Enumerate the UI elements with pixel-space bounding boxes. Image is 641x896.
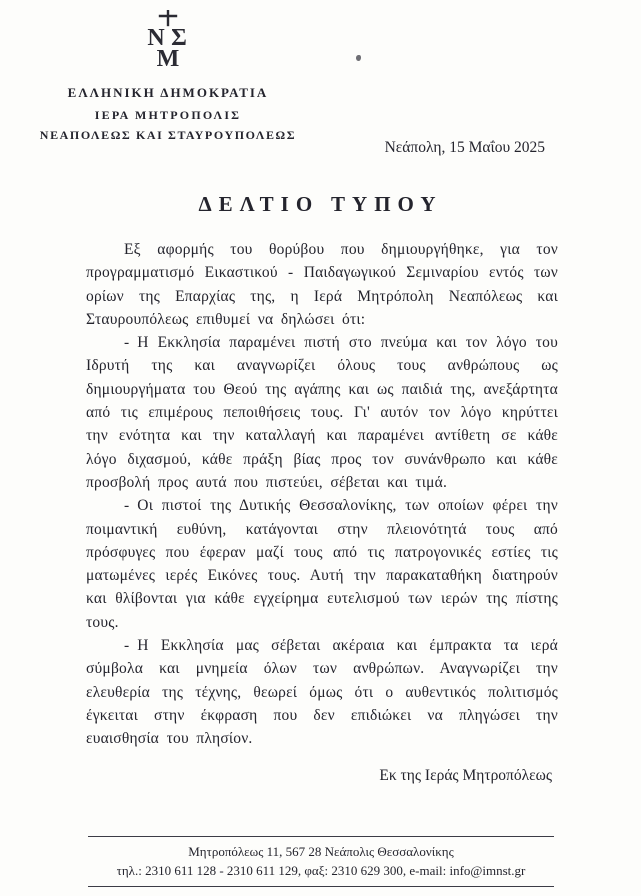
letterfoot (88, 836, 554, 887)
signature-line: Εκ της Ιεράς Μητροπόλεως (379, 766, 552, 784)
document-body (86, 238, 558, 785)
letterhead-republic: ΕΛΛΗΝΙΚΗ ΔΗΜΟΚΡΑΤΙΑ (67, 85, 269, 100)
scan-artifact (356, 55, 361, 61)
metropolis-emblem-icon (142, 10, 194, 73)
paragraph-bullet-1: - Η Εκκλησία παραμένει πιστή στο πνεύμα και τον λόγο του Ιδρυτή της και αναγνωρίζει όλους τους ανθρώπους ως δημιουργήματα του Θεού της αγάπης και ως παιδιά της, ανεξάρτητα από τις επιμέρους πεποιθήσεις τους. Γι' αυτόν τον λόγο κηρύττει την ενότητα και την καταλλαγή και παραμένει αντίθετη σε κάθε λόγο διχασμού, κάθε πράξη βίας προς τον συνάνθρωπο και κάθε προσβολή προς αυτά που πιστεύει, σέβεται και τιμά. (86, 334, 558, 491)
document-title: ΔΕΛΤΙΟ ΤΥΠΟΥ (198, 192, 443, 216)
letterhead-region: ΝΕΑΠΟΛΕΩΣ ΚΑΙ ΣΤΑΥΡΟΥΠΟΛΕΩΣ (39, 128, 297, 142)
svg-text:Μ: Μ (156, 46, 180, 68)
paragraph-intro: Εξ αφορμής του θορύβου που δημιουργήθηκε, για τον προγραμματισμό Εικαστικού - Παιδαγωγικού Σεμιναρίου εντός των ορίων της Επαρχίας της, η Ιερά Μητρόπολη Νεαπόλεως και Σταυρουπόλεως επιθυμεί να δηλώσει ότι: (86, 241, 558, 328)
dateline: Νεάπολη, 15 Μαΐου 2025 (384, 139, 545, 156)
paragraph-bullet-2: - Οι πιστοί της Δυτικής Θεσσαλονίκης, των οποίων φέρει την ποιμαντική ευθύνη, κατάγονται στην πλειονότητά τους από πρόσφυγες που έφεραν μαζί τους από τις πατρογονικές εστίες τις ματωμένες ιερές Εικόνες τους. Αυτή την παρακαταθήκη διατηρούν και θλίβονται για κάθε εγχείρημα ευτελισμού των ιερών της πίστης τους. (86, 497, 558, 631)
letterhead-metropolis: ΙΕΡΑ ΜΗΤΡΟΠΟΛΙΣ (94, 108, 242, 122)
svg-text:Σ: Σ (171, 25, 187, 51)
footer-address: Μητροπόλεως 11, 567 28 Νεάπολις Θεσσαλονίκης (188, 844, 454, 859)
footer-contact: τηλ.: 2310 611 128 - 2310 611 129, φαξ: 2310 629 300, e-mail: info@imnst.gr (116, 863, 526, 878)
paragraph-bullet-3: - Η Εκκλησία μας σέβεται ακέραια και έμπρακτα τα ιερά σύμβολα και μνημεία όλων των ανθρώπων. Αναγνωρίζει την ελευθερία της τέχνης, θεωρεί όμως ότι ο αυθεντικός πολιτισμός έγκειται στην έκφραση που δεν επιδιώκει να πληγώσει την ευαισθησία του πλησίον. (86, 637, 558, 748)
svg-text:Ν: Ν (147, 25, 165, 51)
letterhead (26, 10, 310, 143)
